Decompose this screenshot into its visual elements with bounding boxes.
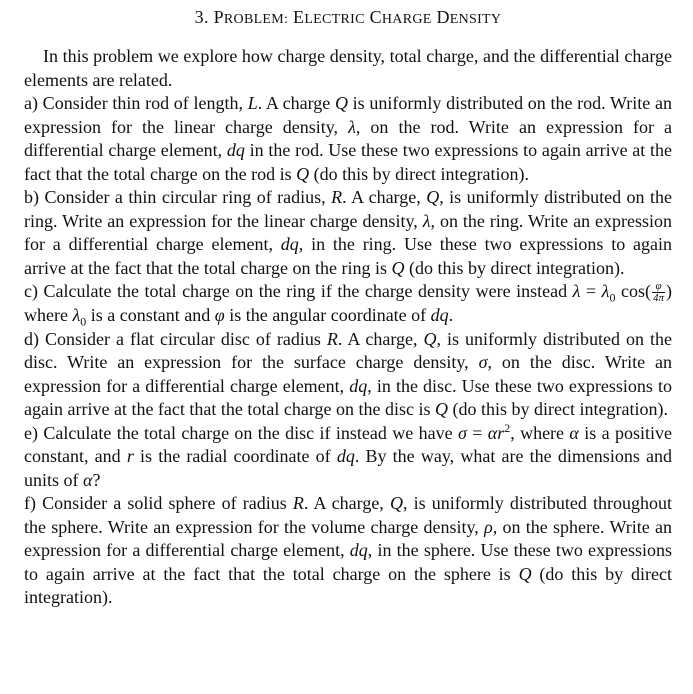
text: f) Consider a solid sphere of radius: [24, 493, 293, 514]
math-op: =: [580, 281, 602, 301]
math-var: Q: [334, 93, 348, 113]
math-var: Q: [435, 399, 449, 420]
math-var: dq: [349, 540, 368, 561]
part-b: [24, 186, 672, 280]
math-var: λ: [572, 281, 581, 301]
math-var: dq: [430, 305, 449, 326]
math-var: dq: [280, 234, 299, 254]
text: , where: [510, 422, 570, 443]
part-f: [24, 492, 672, 610]
text: (do this by direct integration).: [404, 257, 625, 278]
title-cap: E: [293, 7, 305, 27]
text: , is uniformly distributed on the ring. Write an expression for the linear charge density,: [24, 187, 672, 231]
math-var: R: [292, 493, 304, 514]
text: . A charge,: [337, 328, 424, 349]
math-var: L: [247, 93, 258, 113]
math-subscript: 0: [609, 290, 616, 305]
title-smallcaps: HARGE: [381, 12, 432, 27]
part-e: [24, 422, 672, 493]
text: is the angular coordinate of: [224, 305, 431, 326]
math-op: ): [666, 281, 672, 301]
math-var: dq: [226, 140, 245, 160]
math-var: Q: [391, 257, 405, 278]
math-var: λ: [72, 305, 81, 326]
part-c: [24, 280, 672, 328]
math-var: Q: [296, 163, 310, 184]
math-var: R: [331, 187, 343, 207]
math-var: λ: [422, 210, 431, 231]
math-var: α: [569, 422, 579, 443]
text: , on the disc. Write an expression for a differential charge element,: [24, 352, 672, 396]
text: , on the ring. Write an expression for a differential charge element,: [24, 210, 672, 254]
math-var: λ: [348, 116, 356, 137]
fraction-denominator: 4π: [652, 292, 664, 305]
text: e) Calculate the total charge on the disc if instead we have: [24, 422, 458, 443]
math-var: λ: [601, 281, 610, 301]
math-var: αr: [487, 422, 505, 443]
title-smallcaps: LECTRIC: [304, 12, 365, 27]
title-cap: D: [436, 7, 450, 27]
problem-document: [24, 0, 672, 610]
math-var: Q: [389, 493, 403, 514]
part-a: [24, 92, 672, 186]
text: is a positive constant, and: [24, 422, 672, 467]
text: . A charge,: [342, 187, 427, 207]
math-op: =: [466, 422, 488, 443]
math-var: σ: [478, 352, 488, 373]
intro-paragraph: In this problem we explore how charge density, total charge, and the differential charge elements are related.: [24, 46, 672, 90]
math-subscript: 0: [80, 314, 87, 329]
math-func: cos(: [615, 281, 651, 301]
title-cap: P: [213, 7, 224, 27]
text: , is uniformly distributed on the disc. Write an expression for the surface charge density,: [24, 328, 672, 373]
title-cap: C: [369, 7, 382, 27]
text: . A charge,: [303, 493, 390, 514]
text: (do this by direct integration).: [24, 563, 672, 608]
math-fraction: [652, 281, 665, 304]
fraction-numerator: φ: [652, 281, 665, 293]
text: is the radial coordinate of: [133, 446, 337, 467]
text: , in the sphere. Use these two expressions to again arrive at the fact that the total charge on the sphere is: [24, 540, 673, 584]
text: . By the way, what are the dimensions and units of: [24, 446, 672, 490]
text: , on the rod. Write an expression for a differential charge element,: [24, 116, 672, 160]
title-smallcaps: ENSITY: [449, 12, 502, 27]
text: a) Consider thin rod of length,: [24, 93, 248, 113]
math-var: r: [126, 446, 134, 467]
math-var: dq: [336, 446, 355, 467]
text: , is uniformly distributed throughout the sphere. Write an expression for the volume charge density,: [24, 493, 672, 537]
text: (do this by direct integration).: [448, 399, 668, 420]
math-var: σ: [457, 422, 467, 443]
title-smallcaps: ROBLEM:: [223, 12, 289, 27]
math-var: Q: [426, 187, 440, 207]
text: c) Calculate the total charge on the ring if the charge density were instead: [24, 281, 573, 301]
text: , on the sphere. Write an expression for a differential charge element,: [24, 516, 672, 561]
text: (do this by direct integration).: [309, 163, 530, 184]
part-d: [24, 328, 672, 422]
text: d) Consider a flat circular disc of radius: [24, 328, 327, 349]
problem-title: [24, 7, 672, 31]
text: .: [448, 305, 454, 326]
text: , in the ring. Use these two expressions to again arrive at the fact that the total charge on the ring is: [24, 234, 672, 278]
math-var: ρ: [484, 516, 493, 537]
text: . A charge: [257, 93, 335, 113]
text: ?: [92, 469, 101, 490]
text: , in the disc. Use these two expressions to again arrive at the fact that the total charge on the disc is: [24, 375, 673, 420]
math-var: Q: [423, 328, 437, 349]
text: is uniformly distributed on the rod. Write an expression for the linear charge density,: [24, 93, 672, 137]
math-var: φ: [214, 305, 225, 326]
math-var: Q: [518, 563, 532, 584]
text: is a constant and: [86, 305, 215, 326]
math-var: R: [326, 328, 338, 349]
math-var: α: [83, 469, 93, 490]
problem-number: 3.: [194, 7, 209, 27]
text: in the rod. Use these two expressions to again arrive at the fact that the total charge on the rod is: [24, 140, 672, 184]
math-var: dq: [349, 375, 368, 396]
text: where: [24, 305, 73, 326]
math-superscript: 2: [504, 420, 511, 435]
text: b) Consider a thin circular ring of radius,: [24, 187, 332, 207]
